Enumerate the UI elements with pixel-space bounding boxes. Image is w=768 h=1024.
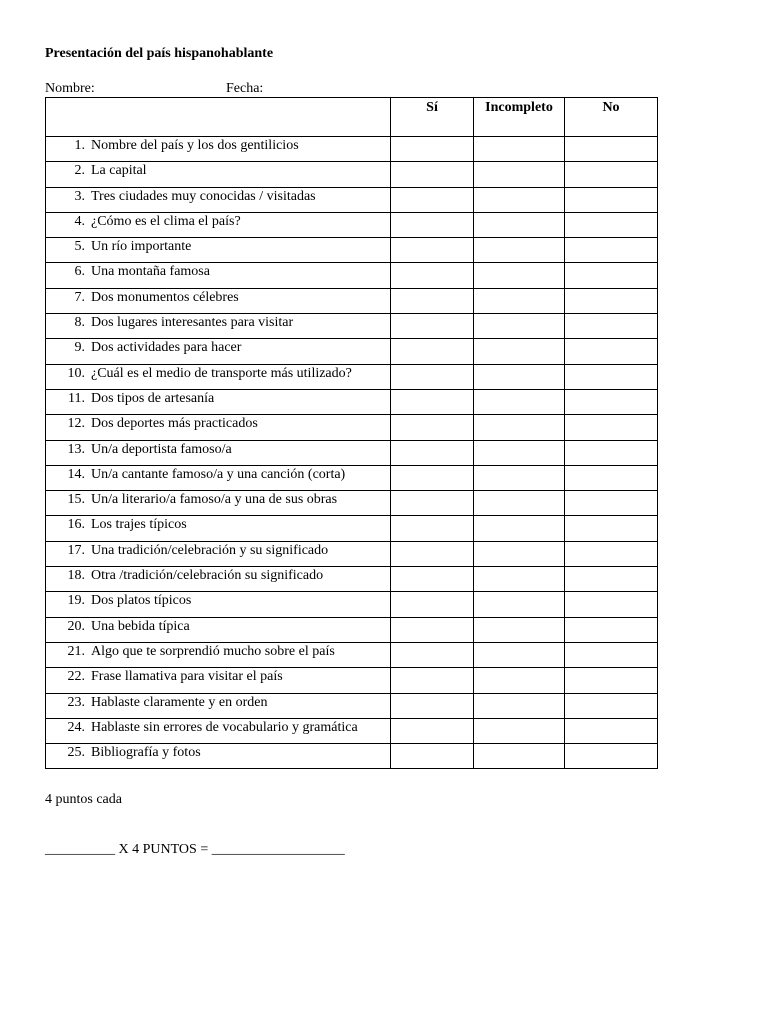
table-row xyxy=(46,339,658,364)
no-cell xyxy=(565,541,658,566)
table-row xyxy=(46,364,658,389)
criterion-cell xyxy=(46,541,391,566)
incompleto-cell xyxy=(474,212,565,237)
criterion-text: Tres ciudades muy conocidas / visitadas xyxy=(91,188,316,204)
criterion-cell xyxy=(46,642,391,667)
criterion-text: Dos platos típicos xyxy=(91,593,192,609)
si-cell xyxy=(391,541,474,566)
criterion-text: Nombre del país y los dos gentilicios xyxy=(91,138,299,153)
name-label: Nombre: xyxy=(45,81,95,96)
criterion xyxy=(46,263,390,280)
si-cell xyxy=(391,162,474,187)
incompleto-cell xyxy=(474,541,565,566)
criterion-number: 12. xyxy=(67,416,85,432)
table-row xyxy=(46,668,658,693)
incompleto-cell xyxy=(474,642,565,667)
criterion-text: Una tradición/celebración y su significado xyxy=(91,542,329,558)
table-row xyxy=(46,744,658,769)
si-cell xyxy=(391,440,474,465)
criterion-cell xyxy=(46,263,391,288)
si-cell xyxy=(391,238,474,263)
criterion xyxy=(46,314,390,331)
no-cell xyxy=(565,162,658,187)
criterion-cell xyxy=(46,465,391,490)
criterion-number: 23. xyxy=(67,694,85,710)
criterion xyxy=(46,542,390,559)
criterion xyxy=(46,719,390,736)
incompleto-cell xyxy=(474,314,565,339)
si-cell xyxy=(391,744,474,769)
criterion-text: Bibliografía y fotos xyxy=(91,745,201,761)
criterion-cell xyxy=(46,516,391,541)
table-row xyxy=(46,238,658,263)
si-cell xyxy=(391,314,474,339)
criterion-number: 5. xyxy=(74,239,85,255)
no-cell xyxy=(565,389,658,414)
criterion xyxy=(46,365,390,382)
table-row xyxy=(46,465,658,490)
table-row xyxy=(46,288,658,313)
si-cell xyxy=(391,212,474,237)
criterion xyxy=(46,390,390,407)
criterion-number: 18. xyxy=(67,568,85,584)
criterion-cell xyxy=(46,212,391,237)
criterion xyxy=(46,668,390,685)
criterion-number: 4. xyxy=(74,213,85,229)
criterion-cell xyxy=(46,744,391,769)
criterion-cell xyxy=(46,364,391,389)
incompleto-cell xyxy=(474,516,565,541)
score-formula: __________ X 4 PUNTOS = ___________________ xyxy=(45,842,345,857)
criterion-number: 17. xyxy=(67,542,85,558)
criterion-number: 22. xyxy=(67,669,85,685)
criterion-number: 11. xyxy=(68,390,85,406)
criterion-number: 19. xyxy=(67,593,85,609)
criterion-text: Dos tipos de artesanía xyxy=(91,390,215,406)
si-cell xyxy=(391,288,474,313)
incompleto-cell xyxy=(474,744,565,769)
incompleto-cell xyxy=(474,718,565,743)
criterion-cell xyxy=(46,718,391,743)
criterion xyxy=(46,415,390,432)
criterion-cell xyxy=(46,137,391,162)
incompleto-cell xyxy=(474,162,565,187)
no-cell xyxy=(565,212,658,237)
incompleto-cell xyxy=(474,339,565,364)
criterion xyxy=(46,162,390,179)
criterion-number: 24. xyxy=(67,719,85,735)
criterion-text: Frase llamativa para visitar el país xyxy=(91,669,283,685)
header-item xyxy=(46,98,391,137)
criterion-text: Un/a cantante famoso/a y una canción (corta) xyxy=(91,466,346,482)
table-row xyxy=(46,491,658,516)
criterion-cell xyxy=(46,668,391,693)
criterion-number: 7. xyxy=(74,289,85,305)
no-cell xyxy=(565,744,658,769)
criterion xyxy=(46,137,390,154)
criterion xyxy=(46,466,390,483)
si-cell xyxy=(391,592,474,617)
header-incompleto: Incompleto xyxy=(474,98,565,137)
table-row xyxy=(46,137,658,162)
criterion-cell xyxy=(46,339,391,364)
criterion-text: La capital xyxy=(91,163,147,179)
table-row xyxy=(46,516,658,541)
criterion-text: Un río importante xyxy=(91,239,192,255)
si-cell xyxy=(391,516,474,541)
no-cell xyxy=(565,415,658,440)
no-cell xyxy=(565,440,658,465)
criterion xyxy=(46,744,390,761)
no-cell xyxy=(565,592,658,617)
no-cell xyxy=(565,339,658,364)
si-cell xyxy=(391,567,474,592)
si-cell xyxy=(391,617,474,642)
table-row xyxy=(46,440,658,465)
table-row xyxy=(46,693,658,718)
criterion xyxy=(46,339,390,356)
si-cell xyxy=(391,137,474,162)
no-cell xyxy=(565,567,658,592)
si-cell xyxy=(391,465,474,490)
criterion-text: Dos deportes más practicados xyxy=(91,416,258,432)
criterion-text: Otra /tradición/celebración su significado xyxy=(91,568,324,584)
table-row xyxy=(46,592,658,617)
incompleto-cell xyxy=(474,693,565,718)
table-row xyxy=(46,263,658,288)
no-cell xyxy=(565,137,658,162)
no-cell xyxy=(565,491,658,516)
criterion-number: 16. xyxy=(67,517,85,533)
criterion-text: Un/a literario/a famoso/a y una de sus obras xyxy=(91,492,338,508)
date-label: Fecha: xyxy=(226,81,264,96)
table-row xyxy=(46,162,658,187)
criterion-text: Dos actividades para hacer xyxy=(91,340,242,356)
criterion xyxy=(46,567,390,584)
criterion-text: Dos lugares interesantes para visitar xyxy=(91,315,294,331)
table-header-row xyxy=(46,98,658,137)
criterion-cell xyxy=(46,238,391,263)
criterion-number: 9. xyxy=(74,340,85,356)
si-cell xyxy=(391,187,474,212)
criterion-cell xyxy=(46,592,391,617)
si-cell xyxy=(391,693,474,718)
criterion-cell xyxy=(46,389,391,414)
criterion-cell xyxy=(46,187,391,212)
si-cell xyxy=(391,718,474,743)
no-cell xyxy=(565,238,658,263)
header-si: Sí xyxy=(391,98,474,137)
si-cell xyxy=(391,642,474,667)
no-cell xyxy=(565,263,658,288)
criterion-text: Los trajes típicos xyxy=(91,517,187,533)
table-row xyxy=(46,415,658,440)
rubric-body xyxy=(46,137,658,769)
criterion-number: 6. xyxy=(74,264,85,280)
criterion-cell xyxy=(46,162,391,187)
criterion-cell xyxy=(46,617,391,642)
criterion xyxy=(46,491,390,508)
incompleto-cell xyxy=(474,288,565,313)
criterion xyxy=(46,516,390,533)
criterion-cell xyxy=(46,314,391,339)
table-row xyxy=(46,314,658,339)
incompleto-cell xyxy=(474,364,565,389)
criterion xyxy=(46,643,390,660)
criterion xyxy=(46,289,390,306)
header-no: No xyxy=(565,98,658,137)
criterion-text: Algo que te sorprendió mucho sobre el país xyxy=(91,643,335,659)
incompleto-cell xyxy=(474,617,565,642)
table-row xyxy=(46,617,658,642)
criterion-cell xyxy=(46,491,391,516)
table-row xyxy=(46,567,658,592)
criterion-text: ¿Cuál es el medio de transporte más utilizado? xyxy=(91,365,352,381)
incompleto-cell xyxy=(474,238,565,263)
table-row xyxy=(46,541,658,566)
criterion-cell xyxy=(46,415,391,440)
criterion-number: 13. xyxy=(67,441,85,457)
si-cell xyxy=(391,339,474,364)
no-cell xyxy=(565,642,658,667)
no-cell xyxy=(565,516,658,541)
criterion-text: ¿Cómo es el clima el país? xyxy=(91,213,241,229)
criterion xyxy=(46,441,390,458)
criterion-number: 8. xyxy=(74,315,85,331)
incompleto-cell xyxy=(474,137,565,162)
criterion-number: 3. xyxy=(74,188,85,204)
criterion xyxy=(46,618,390,635)
criterion-number: 21. xyxy=(67,643,85,659)
criterion-cell xyxy=(46,440,391,465)
si-cell xyxy=(391,415,474,440)
incompleto-cell xyxy=(474,440,565,465)
table-row xyxy=(46,212,658,237)
table-row xyxy=(46,718,658,743)
table-row xyxy=(46,187,658,212)
no-cell xyxy=(565,693,658,718)
no-cell xyxy=(565,364,658,389)
criterion-number: 10. xyxy=(67,365,85,381)
criterion-number: 25. xyxy=(67,745,85,761)
document-title: Presentación del país hispanohablante xyxy=(45,46,274,61)
criterion-cell xyxy=(46,693,391,718)
si-cell xyxy=(391,364,474,389)
incompleto-cell xyxy=(474,187,565,212)
no-cell xyxy=(565,187,658,212)
criterion-number: 15. xyxy=(67,492,85,508)
table-row xyxy=(46,389,658,414)
incompleto-cell xyxy=(474,465,565,490)
points-note: 4 puntos cada xyxy=(45,792,122,807)
no-cell xyxy=(565,668,658,693)
incompleto-cell xyxy=(474,592,565,617)
criterion-text: Un/a deportista famoso/a xyxy=(91,441,232,457)
no-cell xyxy=(565,314,658,339)
criterion xyxy=(46,213,390,230)
criterion-text: Una montaña famosa xyxy=(91,264,210,280)
no-cell xyxy=(565,617,658,642)
si-cell xyxy=(391,668,474,693)
si-cell xyxy=(391,263,474,288)
criterion xyxy=(46,188,390,205)
no-cell xyxy=(565,288,658,313)
incompleto-cell xyxy=(474,263,565,288)
criterion-cell xyxy=(46,567,391,592)
si-cell xyxy=(391,389,474,414)
criterion xyxy=(46,592,390,609)
criterion xyxy=(46,694,390,711)
rubric-table xyxy=(45,97,658,769)
si-cell xyxy=(391,491,474,516)
no-cell xyxy=(565,465,658,490)
criterion-number: 14. xyxy=(67,466,85,482)
criterion-text: Hablaste sin errores de vocabulario y gramática xyxy=(91,719,358,735)
criterion-number: 2. xyxy=(74,163,85,179)
criterion-cell xyxy=(46,288,391,313)
criterion-text: Dos monumentos célebres xyxy=(91,289,239,305)
incompleto-cell xyxy=(474,415,565,440)
criterion xyxy=(46,238,390,255)
criterion-number: 1. xyxy=(74,138,85,153)
criterion-number: 20. xyxy=(67,618,85,634)
criterion-text: Una bebida típica xyxy=(91,618,190,634)
incompleto-cell xyxy=(474,567,565,592)
criterion-text: Hablaste claramente y en orden xyxy=(91,694,268,710)
incompleto-cell xyxy=(474,389,565,414)
no-cell xyxy=(565,718,658,743)
incompleto-cell xyxy=(474,491,565,516)
table-row xyxy=(46,642,658,667)
incompleto-cell xyxy=(474,668,565,693)
